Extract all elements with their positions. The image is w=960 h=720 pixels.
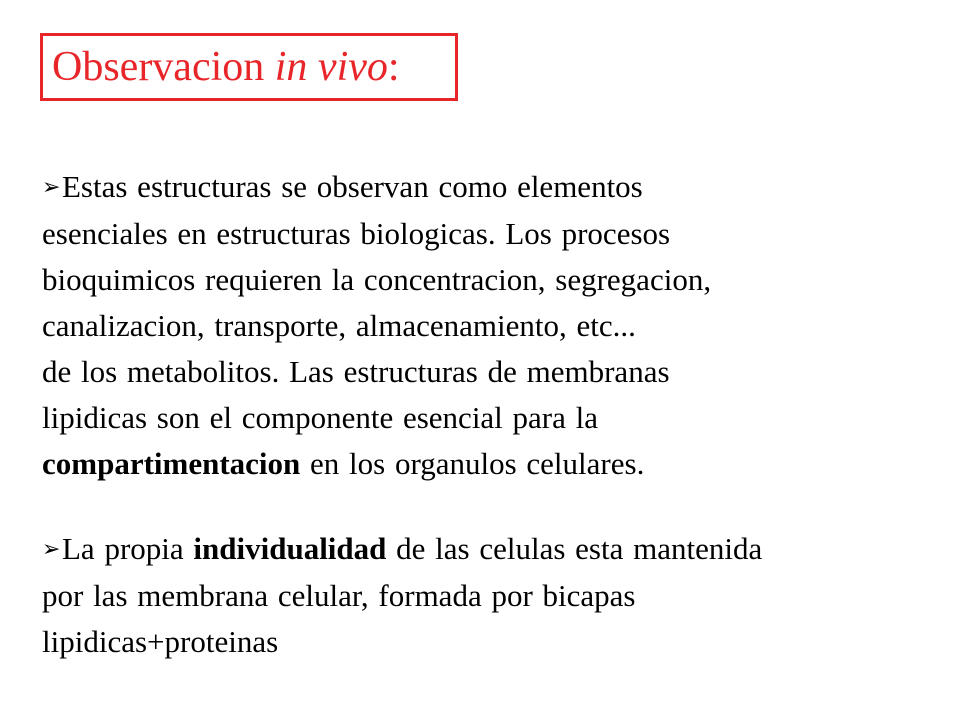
paragraph-2-text-1b: de las celulas esta mantenida xyxy=(386,531,763,566)
paragraph-1 xyxy=(42,164,922,487)
paragraph-2-line-3: lipidicas+proteinas xyxy=(42,624,279,659)
paragraph-2-text-1a: La propia xyxy=(62,531,194,566)
title-italic: in vivo xyxy=(274,44,388,90)
title-plain: Observacion xyxy=(52,44,275,90)
paragraph-1-line-5: de los metabolitos. Las estructuras de membranas xyxy=(42,354,670,389)
paragraph-1-line-1 xyxy=(42,164,922,211)
keyword-individualidad: individualidad xyxy=(193,531,387,566)
paragraph-1-line-3: bioquimicos requieren la concentracion, segregacion, xyxy=(42,262,712,297)
paragraph-1-text-1: Estas estructuras se observan como elementos xyxy=(62,169,643,204)
paragraph-1-line-2: esenciales en estructuras biologicas. Los procesos xyxy=(42,216,671,251)
paragraph-1-line-4: canalizacion, transporte, almacenamiento, etc... xyxy=(42,308,636,343)
paragraph-2-line-1 xyxy=(42,526,922,573)
paragraph-1-text-7: en los organulos celulares. xyxy=(300,446,645,481)
title-suffix: : xyxy=(387,44,400,90)
slide-title xyxy=(52,46,400,88)
title-box xyxy=(40,33,458,101)
paragraph-1-line-7 xyxy=(42,441,922,487)
paragraph-2-line-2: por las membrana celular, formada por bicapas xyxy=(42,578,636,613)
paragraph-2 xyxy=(42,526,922,665)
arrow-bullet-icon: ➢ xyxy=(42,537,61,562)
keyword-compartimentacion: compartimentacion xyxy=(42,446,301,481)
paragraph-1-line-6: lipidicas son el componente esencial para la xyxy=(42,400,599,435)
arrow-bullet-icon: ➢ xyxy=(42,175,61,200)
